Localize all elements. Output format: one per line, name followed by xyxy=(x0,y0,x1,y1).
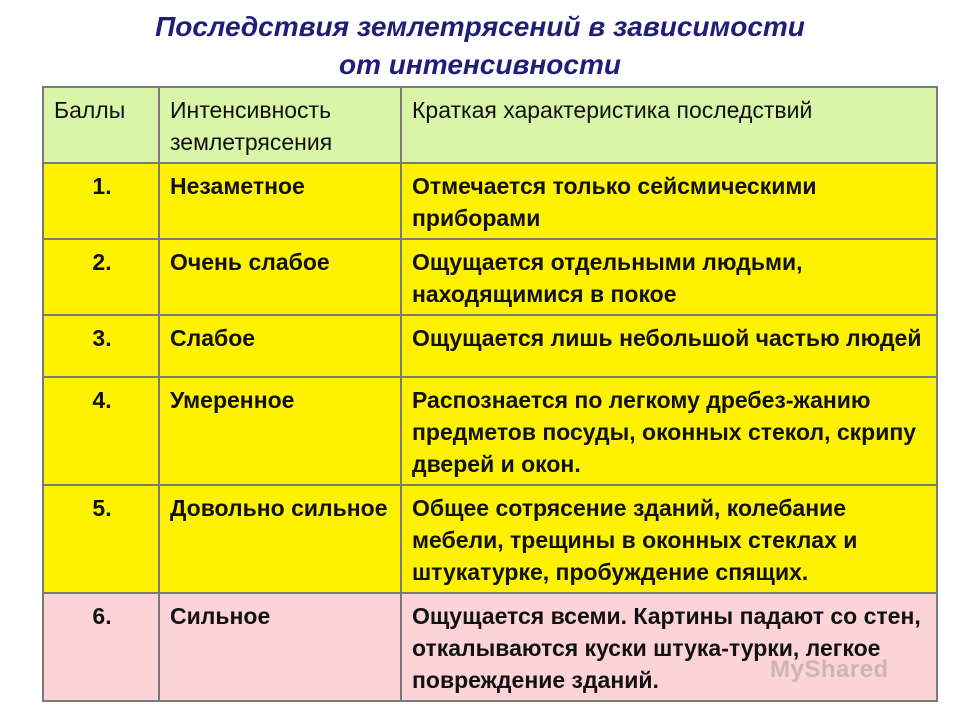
table-row xyxy=(43,377,937,485)
intensity-table xyxy=(42,86,938,702)
effect-cell: Ощущается всеми. Картины падают со стен, откалываются куски штука-турки, легкое повреждение зданий. xyxy=(401,593,937,701)
ball-cell: 2. xyxy=(43,239,159,315)
effect-cell: Распознается по легкому дребез-жанию предметов посуды, оконных стекол, скрипу дверей и окон. xyxy=(401,377,937,485)
header-balls: Баллы xyxy=(43,87,159,163)
intensity-cell: Умеренное xyxy=(159,377,401,485)
table-row xyxy=(43,163,937,239)
intensity-cell: Очень слабое xyxy=(159,239,401,315)
effect-cell: Ощущается лишь небольшой частью людей xyxy=(401,315,937,377)
header-effects: Краткая характеристика последствий xyxy=(401,87,937,163)
intensity-cell: Слабое xyxy=(159,315,401,377)
watermark: MyShared xyxy=(770,656,889,683)
effect-cell: Общее сотрясение зданий, колебание мебели, трещины в оконных стеклах и штукатурке, пробуждение спящих. xyxy=(401,485,937,593)
ball-cell: 4. xyxy=(43,377,159,485)
ball-cell: 3. xyxy=(43,315,159,377)
effect-cell: Ощущается отдельными людьми, находящимися в покое xyxy=(401,239,937,315)
table-header-row xyxy=(43,87,937,163)
intensity-cell: Довольно сильное xyxy=(159,485,401,593)
ball-cell: 6. xyxy=(43,593,159,701)
table-row xyxy=(43,593,937,701)
title-line-2: от интенсивности xyxy=(339,49,621,80)
ball-cell: 5. xyxy=(43,485,159,593)
title-line-1: Последствия землетрясений в зависимости xyxy=(155,11,805,42)
table-row xyxy=(43,239,937,315)
intensity-cell: Незаметное xyxy=(159,163,401,239)
effect-cell: Отмечается только сейсмическими приборами xyxy=(401,163,937,239)
header-intensity: Интенсивность землетрясения xyxy=(159,87,401,163)
ball-cell: 1. xyxy=(43,163,159,239)
page-title xyxy=(0,8,960,84)
table-row xyxy=(43,315,937,377)
table-row xyxy=(43,485,937,593)
intensity-cell: Сильное xyxy=(159,593,401,701)
